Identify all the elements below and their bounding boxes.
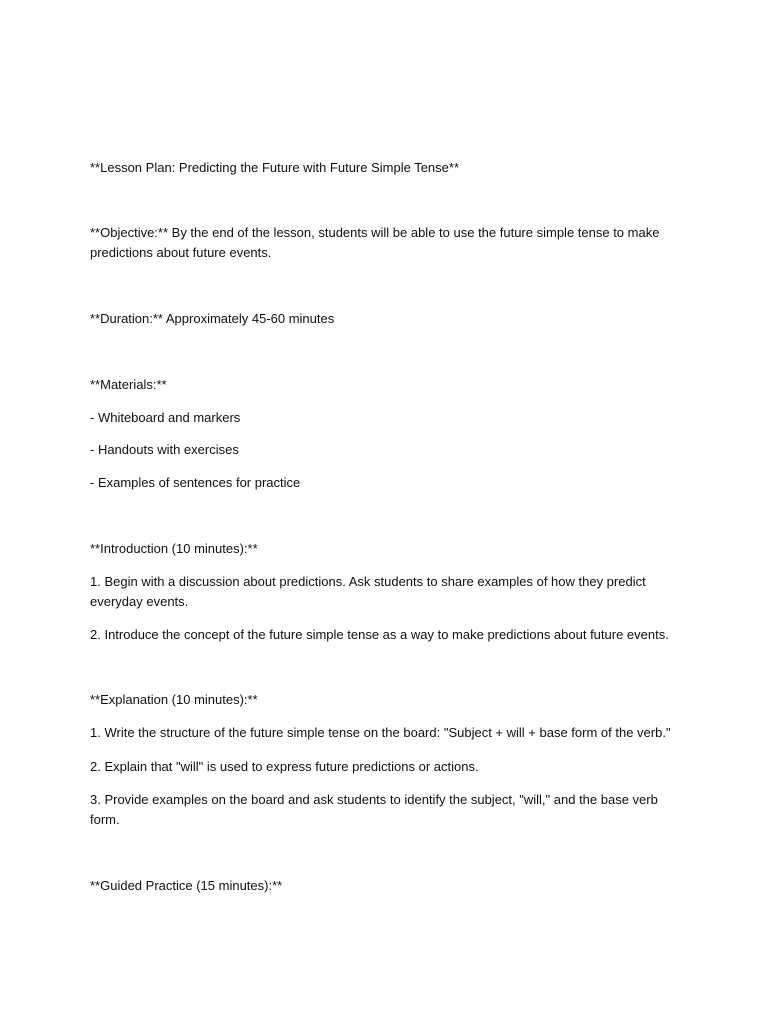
explanation-item: 1. Write the structure of the future simple tense on the board: "Subject + will + base form of the verb." bbox=[90, 725, 671, 740]
materials-item: - Handouts with exercises bbox=[90, 442, 239, 457]
explanation-item: 3. Provide examples on the board and ask students to identify the subject, "will," and the base verb form. bbox=[90, 792, 658, 827]
guided-practice-heading: **Guided Practice (15 minutes):** bbox=[90, 878, 283, 893]
explanation-heading: **Explanation (10 minutes):** bbox=[90, 692, 258, 707]
explanation-item: 2. Explain that "will" is used to express future predictions or actions. bbox=[90, 759, 479, 774]
introduction-item: 2. Introduce the concept of the future simple tense as a way to make predictions about future events. bbox=[90, 627, 669, 642]
materials-item: - Whiteboard and markers bbox=[90, 410, 241, 425]
introduction-item: 1. Begin with a discussion about predictions. Ask students to share examples of how they predict everyday events. bbox=[90, 574, 646, 609]
lesson-title: **Lesson Plan: Predicting the Future with Future Simple Tense** bbox=[90, 160, 460, 175]
materials-item: - Examples of sentences for practice bbox=[90, 475, 301, 490]
objective-paragraph: **Objective:** By the end of the lesson, students will be able to use the future simple tense to make predictions about future events. bbox=[90, 225, 660, 260]
duration-paragraph: **Duration:** Approximately 45-60 minutes bbox=[90, 311, 335, 326]
introduction-heading: **Introduction (10 minutes):** bbox=[90, 541, 258, 556]
materials-heading: **Materials:** bbox=[90, 377, 167, 392]
